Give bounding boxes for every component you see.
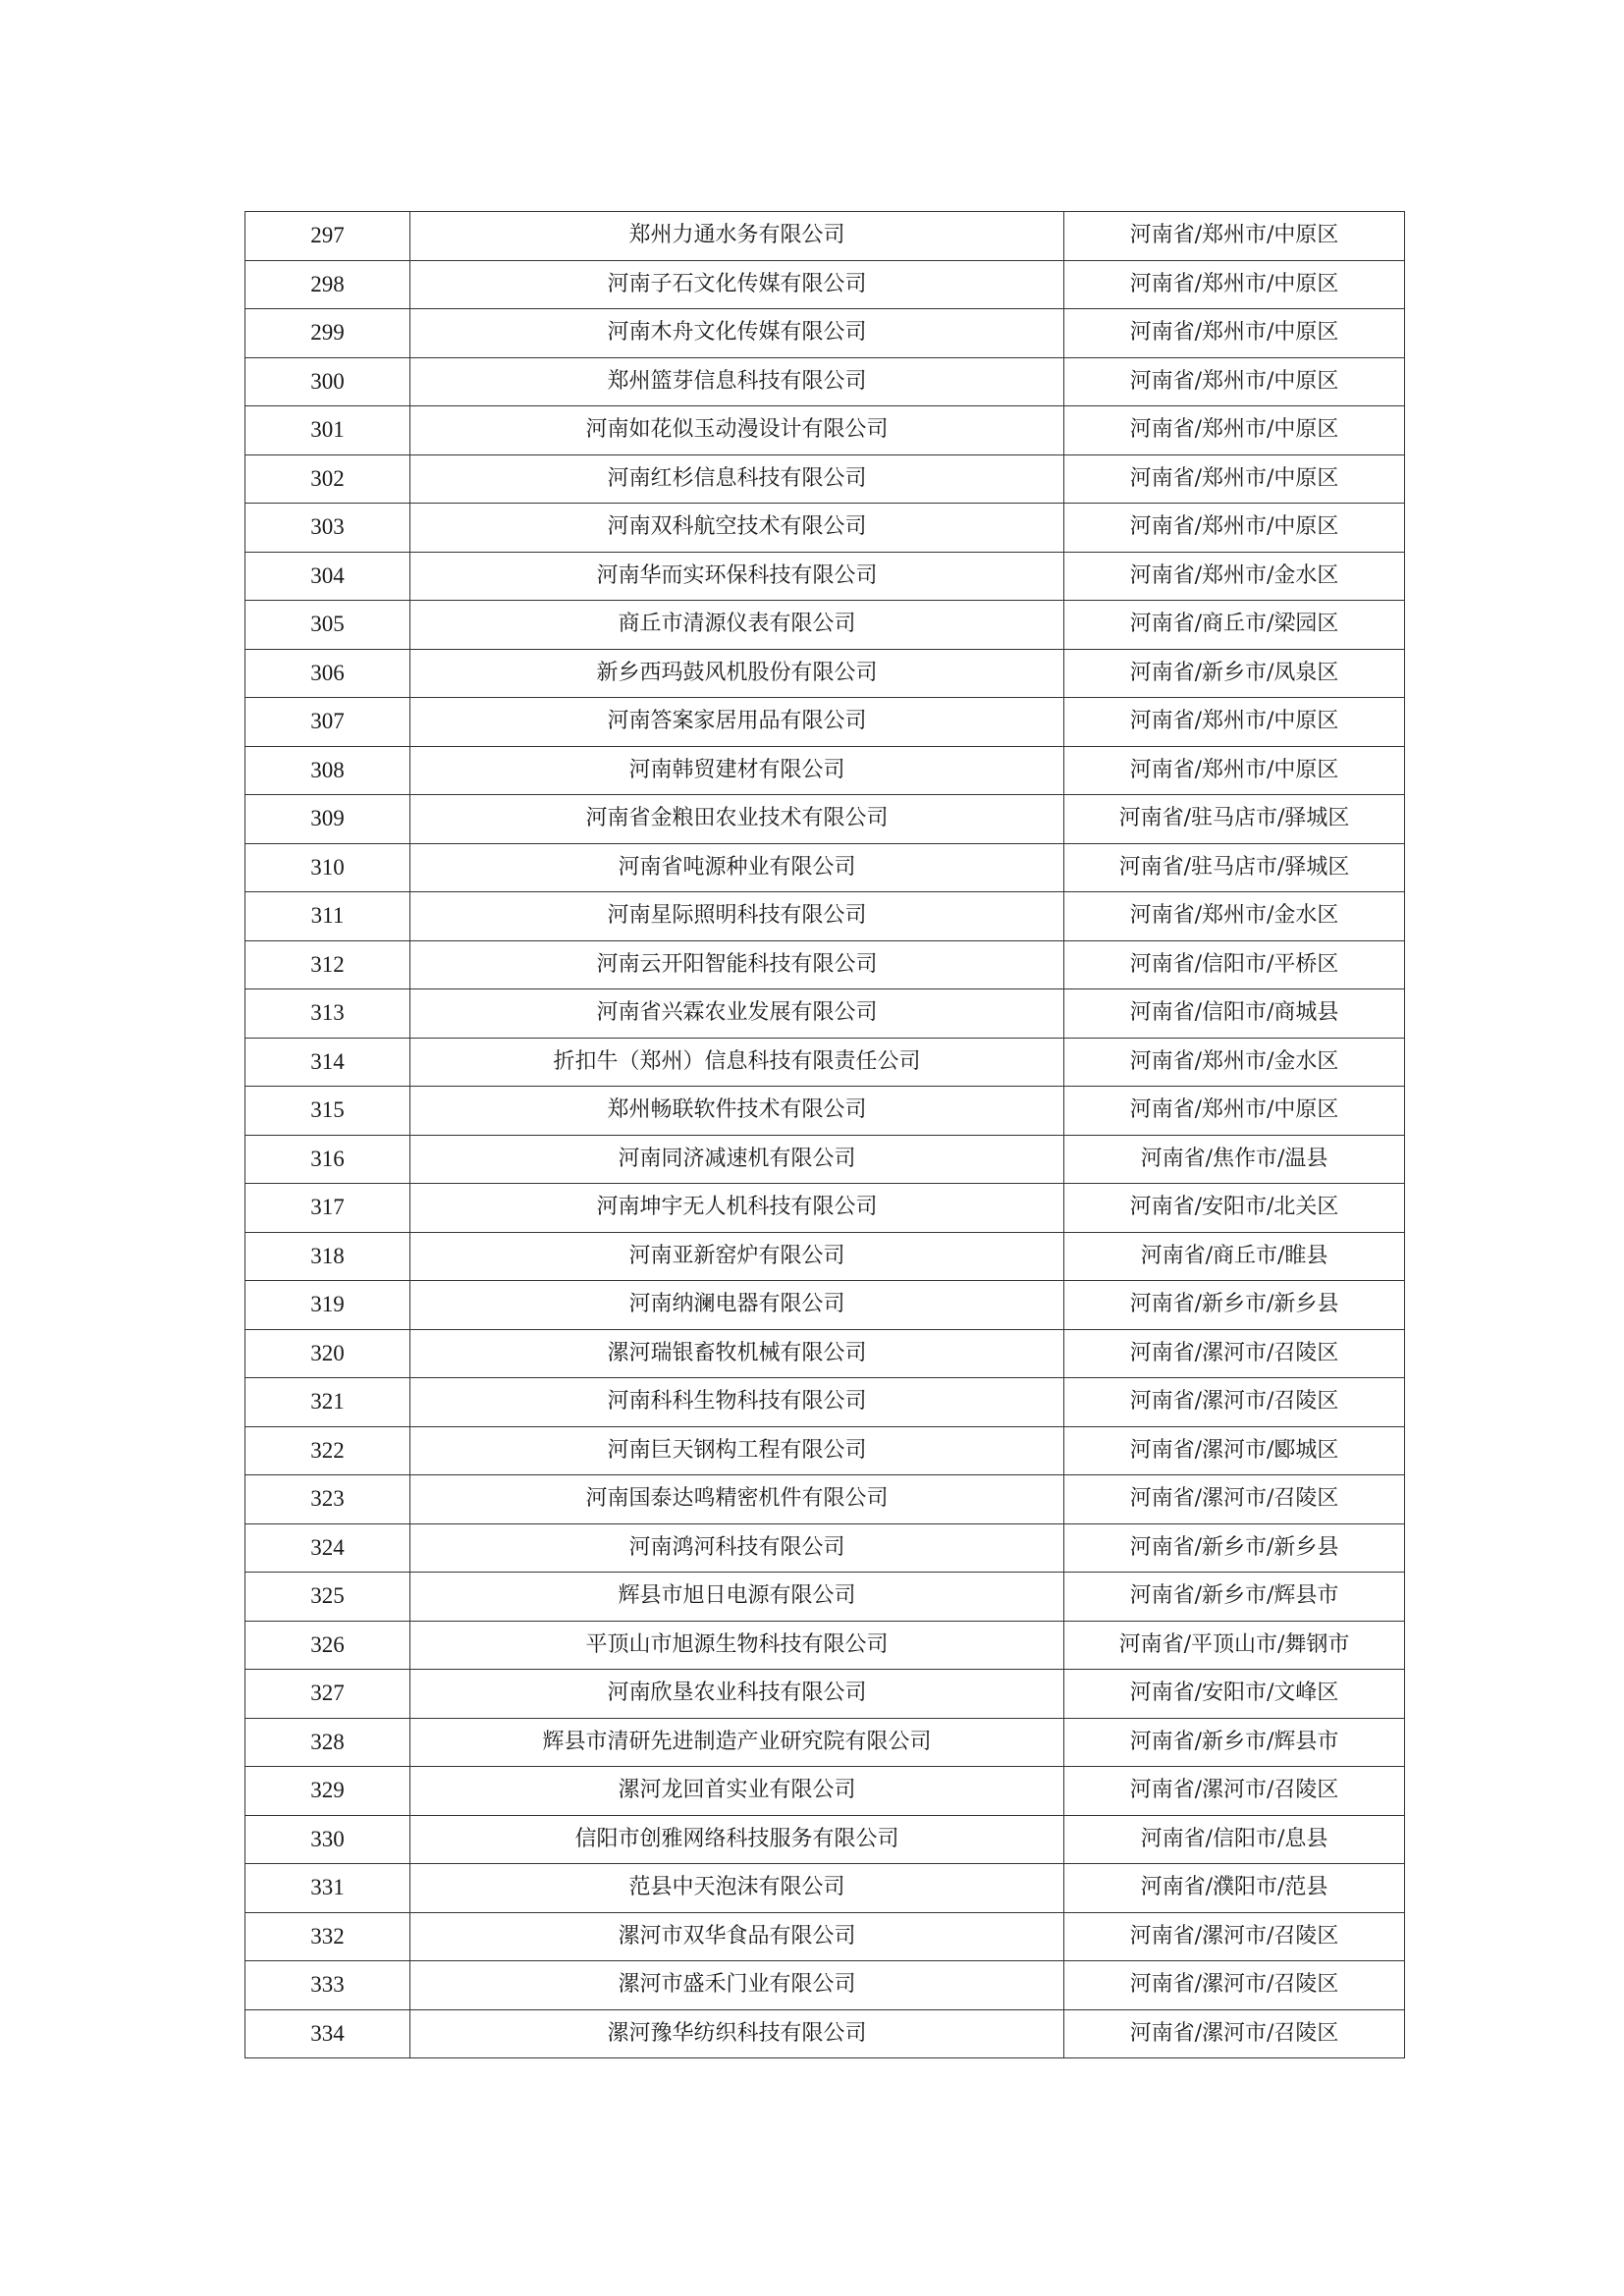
company-name-cell: 河南亚新窑炉有限公司: [410, 1232, 1064, 1281]
region-cell: 河南省/郑州市/中原区: [1064, 260, 1405, 309]
table-row: [245, 1135, 1405, 1184]
table-row: [245, 892, 1405, 941]
row-number-cell: 306: [245, 649, 410, 698]
row-number-cell: 302: [245, 454, 410, 504]
table-row: [245, 649, 1405, 698]
table-row: [245, 454, 1405, 504]
region-cell: 河南省/郑州市/中原区: [1064, 212, 1405, 261]
row-number-cell: 304: [245, 552, 410, 601]
company-name-cell: 河南鸿河科技有限公司: [410, 1523, 1064, 1573]
company-name-cell: 漯河市双华食品有限公司: [410, 1912, 1064, 1961]
region-cell: 河南省/驻马店市/驿城区: [1064, 843, 1405, 892]
region-cell: 河南省/漯河市/郾城区: [1064, 1426, 1405, 1475]
company-name-cell: 漯河市盛禾门业有限公司: [410, 1961, 1064, 2010]
company-name-cell: 河南坤宇无人机科技有限公司: [410, 1184, 1064, 1233]
table-row: [245, 1718, 1405, 1767]
company-name-cell: 河南如花似玉动漫设计有限公司: [410, 406, 1064, 455]
region-cell: 河南省/信阳市/息县: [1064, 1815, 1405, 1864]
company-name-cell: 新乡西玛鼓风机股份有限公司: [410, 649, 1064, 698]
row-number-cell: 319: [245, 1281, 410, 1330]
region-cell: 河南省/漯河市/召陵区: [1064, 1912, 1405, 1961]
row-number-cell: 298: [245, 260, 410, 309]
row-number-cell: 325: [245, 1573, 410, 1622]
company-name-cell: 郑州篮芽信息科技有限公司: [410, 357, 1064, 406]
table-row: [245, 212, 1405, 261]
row-number-cell: 331: [245, 1864, 410, 1913]
row-number-cell: 310: [245, 843, 410, 892]
region-cell: 河南省/新乡市/凤泉区: [1064, 649, 1405, 698]
region-cell: 河南省/漯河市/召陵区: [1064, 1329, 1405, 1378]
company-name-cell: 河南星际照明科技有限公司: [410, 892, 1064, 941]
row-number-cell: 330: [245, 1815, 410, 1864]
region-cell: 河南省/信阳市/商城县: [1064, 989, 1405, 1039]
region-cell: 河南省/漯河市/召陵区: [1064, 1961, 1405, 2010]
region-cell: 河南省/安阳市/文峰区: [1064, 1670, 1405, 1719]
company-name-cell: 河南欣垦农业科技有限公司: [410, 1670, 1064, 1719]
company-name-cell: 郑州力通水务有限公司: [410, 212, 1064, 261]
region-cell: 河南省/平顶山市/舞钢市: [1064, 1621, 1405, 1670]
table-row: [245, 1475, 1405, 1524]
company-name-cell: 河南科科生物科技有限公司: [410, 1378, 1064, 1427]
company-name-cell: 河南云开阳智能科技有限公司: [410, 940, 1064, 989]
company-name-cell: 河南子石文化传媒有限公司: [410, 260, 1064, 309]
region-cell: 河南省/漯河市/召陵区: [1064, 1767, 1405, 1816]
row-number-cell: 311: [245, 892, 410, 941]
region-cell: 河南省/郑州市/金水区: [1064, 1038, 1405, 1087]
row-number-cell: 334: [245, 2009, 410, 2058]
region-cell: 河南省/郑州市/中原区: [1064, 1087, 1405, 1136]
region-cell: 河南省/郑州市/金水区: [1064, 552, 1405, 601]
row-number-cell: 315: [245, 1087, 410, 1136]
region-cell: 河南省/新乡市/辉县市: [1064, 1573, 1405, 1622]
row-number-cell: 318: [245, 1232, 410, 1281]
region-cell: 河南省/漯河市/召陵区: [1064, 2009, 1405, 2058]
table-row: [245, 1184, 1405, 1233]
company-name-cell: 漯河瑞银畜牧机械有限公司: [410, 1329, 1064, 1378]
row-number-cell: 308: [245, 746, 410, 795]
region-cell: 河南省/新乡市/新乡县: [1064, 1281, 1405, 1330]
table-row: [245, 260, 1405, 309]
table-row: [245, 795, 1405, 844]
company-name-cell: 漯河龙回首实业有限公司: [410, 1767, 1064, 1816]
row-number-cell: 320: [245, 1329, 410, 1378]
row-number-cell: 316: [245, 1135, 410, 1184]
company-name-cell: 折扣牛（郑州）信息科技有限责任公司: [410, 1038, 1064, 1087]
table-row: [245, 989, 1405, 1039]
table-row: [245, 406, 1405, 455]
row-number-cell: 309: [245, 795, 410, 844]
region-cell: 河南省/信阳市/平桥区: [1064, 940, 1405, 989]
company-name-cell: 河南华而实环保科技有限公司: [410, 552, 1064, 601]
table-row: [245, 1573, 1405, 1622]
table-row: [245, 1912, 1405, 1961]
table-row: [245, 504, 1405, 553]
region-cell: 河南省/新乡市/辉县市: [1064, 1718, 1405, 1767]
company-name-cell: 河南红杉信息科技有限公司: [410, 454, 1064, 504]
table-row: [245, 357, 1405, 406]
row-number-cell: 314: [245, 1038, 410, 1087]
row-number-cell: 333: [245, 1961, 410, 2010]
company-name-cell: 平顶山市旭源生物科技有限公司: [410, 1621, 1064, 1670]
table-row: [245, 1767, 1405, 1816]
company-name-cell: 河南答案家居用品有限公司: [410, 698, 1064, 747]
table-row: [245, 2009, 1405, 2058]
row-number-cell: 329: [245, 1767, 410, 1816]
row-number-cell: 328: [245, 1718, 410, 1767]
row-number-cell: 323: [245, 1475, 410, 1524]
company-name-cell: 河南国泰达鸣精密机件有限公司: [410, 1475, 1064, 1524]
region-cell: 河南省/新乡市/新乡县: [1064, 1523, 1405, 1573]
table-row: [245, 309, 1405, 358]
table-row: [245, 1426, 1405, 1475]
region-cell: 河南省/濮阳市/范县: [1064, 1864, 1405, 1913]
company-name-cell: 漯河豫华纺织科技有限公司: [410, 2009, 1064, 2058]
region-cell: 河南省/郑州市/金水区: [1064, 892, 1405, 941]
table-row: [245, 1815, 1405, 1864]
row-number-cell: 312: [245, 940, 410, 989]
row-number-cell: 322: [245, 1426, 410, 1475]
company-name-cell: 范县中天泡沫有限公司: [410, 1864, 1064, 1913]
row-number-cell: 321: [245, 1378, 410, 1427]
row-number-cell: 305: [245, 601, 410, 650]
region-cell: 河南省/郑州市/中原区: [1064, 309, 1405, 358]
table-row: [245, 1670, 1405, 1719]
table-row: [245, 746, 1405, 795]
company-name-cell: 河南纳澜电器有限公司: [410, 1281, 1064, 1330]
table-row: [245, 940, 1405, 989]
table-row: [245, 1523, 1405, 1573]
row-number-cell: 317: [245, 1184, 410, 1233]
region-cell: 河南省/郑州市/中原区: [1064, 746, 1405, 795]
table-row: [245, 1329, 1405, 1378]
region-cell: 河南省/漯河市/召陵区: [1064, 1475, 1405, 1524]
region-cell: 河南省/商丘市/睢县: [1064, 1232, 1405, 1281]
table-body: [245, 212, 1405, 2058]
table-row: [245, 843, 1405, 892]
company-name-cell: 河南巨天钢构工程有限公司: [410, 1426, 1064, 1475]
table-row: [245, 1232, 1405, 1281]
table-row: [245, 1864, 1405, 1913]
row-number-cell: 313: [245, 989, 410, 1039]
table-row: [245, 1087, 1405, 1136]
region-cell: 河南省/郑州市/中原区: [1064, 406, 1405, 455]
table-row: [245, 1281, 1405, 1330]
row-number-cell: 300: [245, 357, 410, 406]
company-name-cell: 郑州畅联软件技术有限公司: [410, 1087, 1064, 1136]
region-cell: 河南省/郑州市/中原区: [1064, 454, 1405, 504]
company-list-table: [244, 211, 1405, 2058]
company-name-cell: 河南木舟文化传媒有限公司: [410, 309, 1064, 358]
region-cell: 河南省/商丘市/梁园区: [1064, 601, 1405, 650]
row-number-cell: 327: [245, 1670, 410, 1719]
company-name-cell: 商丘市清源仪表有限公司: [410, 601, 1064, 650]
company-name-cell: 河南省金粮田农业技术有限公司: [410, 795, 1064, 844]
row-number-cell: 303: [245, 504, 410, 553]
company-name-cell: 辉县市旭日电源有限公司: [410, 1573, 1064, 1622]
company-name-cell: 河南省吨源种业有限公司: [410, 843, 1064, 892]
table-row: [245, 1378, 1405, 1427]
company-name-cell: 河南双科航空技术有限公司: [410, 504, 1064, 553]
table-row: [245, 601, 1405, 650]
row-number-cell: 301: [245, 406, 410, 455]
region-cell: 河南省/郑州市/中原区: [1064, 504, 1405, 553]
region-cell: 河南省/漯河市/召陵区: [1064, 1378, 1405, 1427]
row-number-cell: 299: [245, 309, 410, 358]
table-row: [245, 1961, 1405, 2010]
company-name-cell: 河南韩贸建材有限公司: [410, 746, 1064, 795]
row-number-cell: 326: [245, 1621, 410, 1670]
row-number-cell: 307: [245, 698, 410, 747]
table-row: [245, 1621, 1405, 1670]
row-number-cell: 332: [245, 1912, 410, 1961]
row-number-cell: 297: [245, 212, 410, 261]
table-row: [245, 1038, 1405, 1087]
company-name-cell: 河南省兴霖农业发展有限公司: [410, 989, 1064, 1039]
region-cell: 河南省/郑州市/中原区: [1064, 357, 1405, 406]
table-row: [245, 698, 1405, 747]
company-name-cell: 河南同济减速机有限公司: [410, 1135, 1064, 1184]
row-number-cell: 324: [245, 1523, 410, 1573]
company-name-cell: 辉县市清研先进制造产业研究院有限公司: [410, 1718, 1064, 1767]
region-cell: 河南省/郑州市/中原区: [1064, 698, 1405, 747]
region-cell: 河南省/驻马店市/驿城区: [1064, 795, 1405, 844]
region-cell: 河南省/安阳市/北关区: [1064, 1184, 1405, 1233]
table-row: [245, 552, 1405, 601]
region-cell: 河南省/焦作市/温县: [1064, 1135, 1405, 1184]
company-name-cell: 信阳市创雅网络科技服务有限公司: [410, 1815, 1064, 1864]
